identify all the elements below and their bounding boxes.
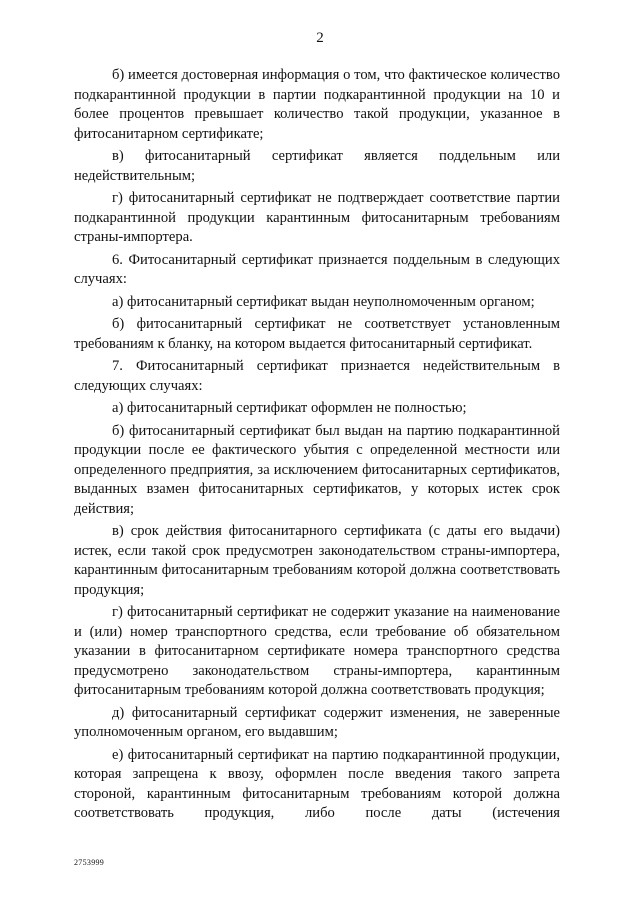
paragraph-6b: б) фитосанитарный сертификат не соответствует установленным требованиям к бланку, на котором выдается фитосанитарный сертификат.	[74, 316, 560, 352]
paragraph-b-quantity: б) имеется достоверная информация о том, что фактическое количество подкарантинной продукции в партии подкарантинной продукции на 10 и более процентов превышает количество такой продукции, указанное в фитосанитарном сертификате;	[74, 67, 560, 142]
document-id: 2753999	[74, 858, 105, 867]
paragraph-v-fake-or-invalid: в) фитосанитарный сертификат является поддельным или недействительным;	[74, 148, 560, 184]
paragraph-7-invalid-cases: 7. Фитосанитарный сертификат признается недействительным в следующих случаях:	[74, 358, 560, 394]
page-number: 2	[316, 30, 324, 46]
document-body	[74, 66, 560, 824]
paragraph-7a: а) фитосанитарный сертификат оформлен не полностью;	[112, 400, 467, 416]
paragraph-g-nonconformity: г) фитосанитарный сертификат не подтверждает соответствие партии подкарантинной продукции карантинным фитосанитарным требованиям страны-импортера.	[74, 190, 560, 245]
paragraph-7d: д) фитосанитарный сертификат содержит изменения, не заверенные уполномоченным органом, его выдавшим;	[74, 704, 560, 740]
paragraph-7v: в) срок действия фитосанитарного сертификата (с даты его выдачи) истек, если такой срок предусмотрен законодательством страны-импортера, карантинным фитосанитарным требованиям которой должна соответствовать продукция;	[74, 523, 560, 598]
paragraph-7b: б) фитосанитарный сертификат был выдан на партию подкарантинной продукции после ее фактического убытия с определенной местности или определенного предприятия, за исключением фитосанитарных сертификатов, выданных взамен фитосанитарных сертификатов, у которых истек срок действия;	[74, 422, 560, 517]
paragraph-7g: г) фитосанитарный сертификат не содержит указание на наименование и (или) номер транспортного средства, если требование об обязательном указании в фитосанитарном сертификате номера транспортного средства предусмотрено законодательством страны-импортера, карантинным фитосанитарным требованиям которой должна соответствовать продукция;	[74, 604, 560, 698]
paragraph-7e: е) фитосанитарный сертификат на партию подкарантинной продукции, которая запрещена к ввозу, оформлен после введения такого запрета стороной, карантинным фитосанитарным требованиям которой должна соответствовать продукция, либо после даты (истечения	[74, 746, 560, 821]
paragraph-6a: а) фитосанитарный сертификат выдан неуполномоченным органом;	[112, 293, 535, 310]
paragraph-6-forged-cases: 6. Фитосанитарный сертификат признается поддельным в следующих случаях:	[74, 251, 560, 287]
